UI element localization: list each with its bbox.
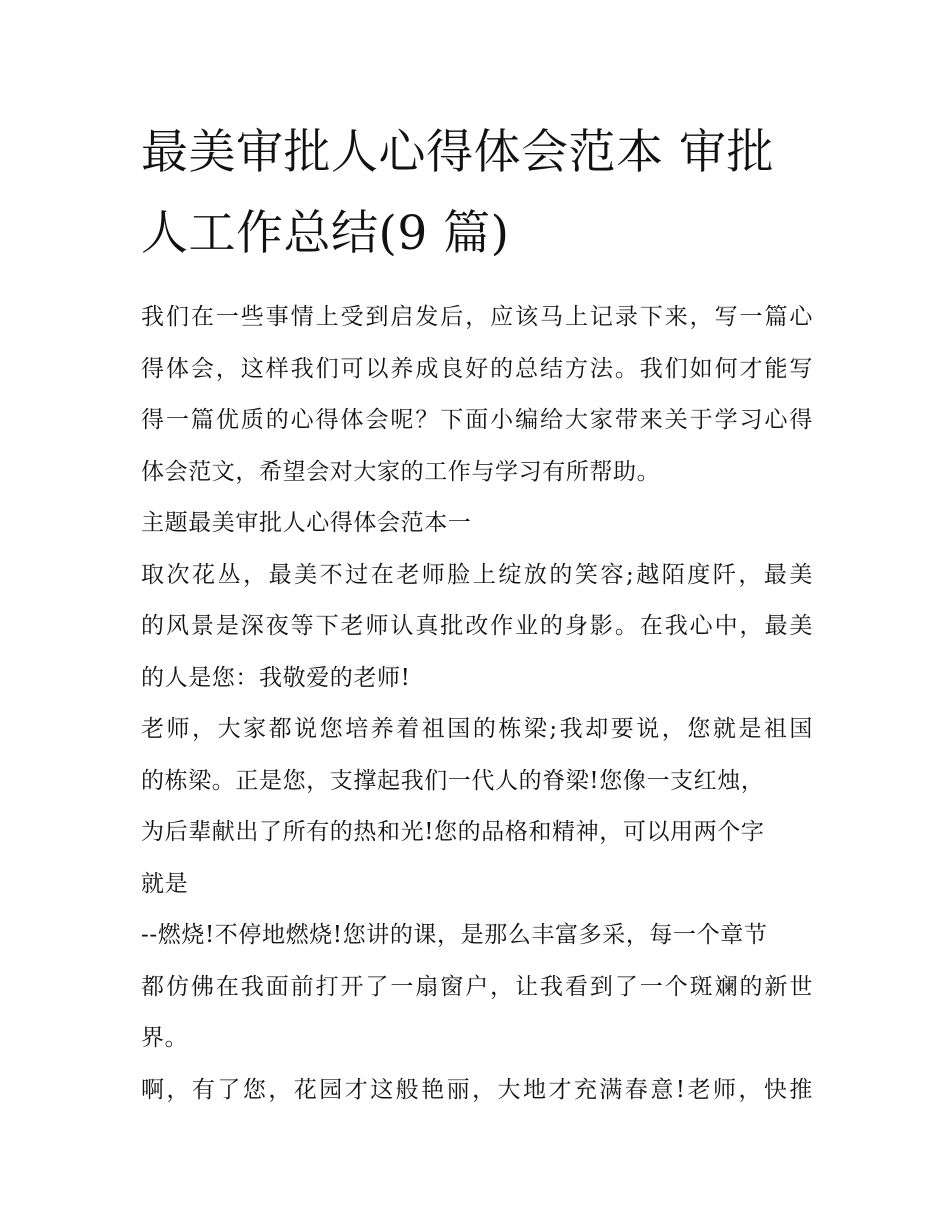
body-line: 得体会，这样我们可以养成良好的总结方法。我们如何才能写: [141, 355, 813, 382]
document-body: [141, 292, 813, 1116]
body-line: 的风景是深夜等下老师认真批改作业的身影。在我心中，最美: [141, 613, 813, 639]
body-line: 我们在一些事情上受到启发后，应该马上记录下来，写一篇心: [141, 304, 813, 330]
section-heading: 主题最美审批人心得体会范本一: [141, 510, 472, 536]
body-line: 啊，有了您，花园才这般艳丽，大地才充满春意!老师，快推: [141, 1076, 813, 1103]
title-line: 最美审批人心得体会范本 审批: [141, 125, 774, 180]
body-line: 的人是您：我敬爱的老师!: [141, 664, 411, 691]
body-line: 都仿佛在我面前打开了一扇窗户，让我看到了一个斑斓的新世: [141, 973, 813, 1000]
document-content: [141, 112, 813, 1116]
body-line: 老师，大家都说您培养着祖国的栋梁;我却要说，您就是祖国: [141, 716, 813, 742]
body-line: 为后辈献出了所有的热和光!您的品格和精神，可以用两个字: [141, 819, 765, 845]
document-title: [141, 112, 813, 274]
body-line: 体会范文，希望会对大家的工作与学习有所帮助。: [141, 458, 661, 485]
title-line: 人工作总结(9 篇): [141, 206, 510, 261]
body-line: --燃烧!不停地燃烧!您讲的课，是那么丰富多采，每一个章节: [141, 922, 768, 948]
body-line: 就是: [141, 870, 189, 897]
body-line: 取次花丛，最美不过在老师脸上绽放的笑容;越陌度阡，最美: [141, 561, 813, 588]
body-line: 的栋梁。正是您，支撑起我们一代人的脊梁!您像一支红烛，: [141, 767, 765, 794]
body-line: 得一篇优质的心得体会呢？下面小编给大家带来关于学习心得: [141, 407, 813, 433]
body-line: 界。: [141, 1025, 189, 1051]
